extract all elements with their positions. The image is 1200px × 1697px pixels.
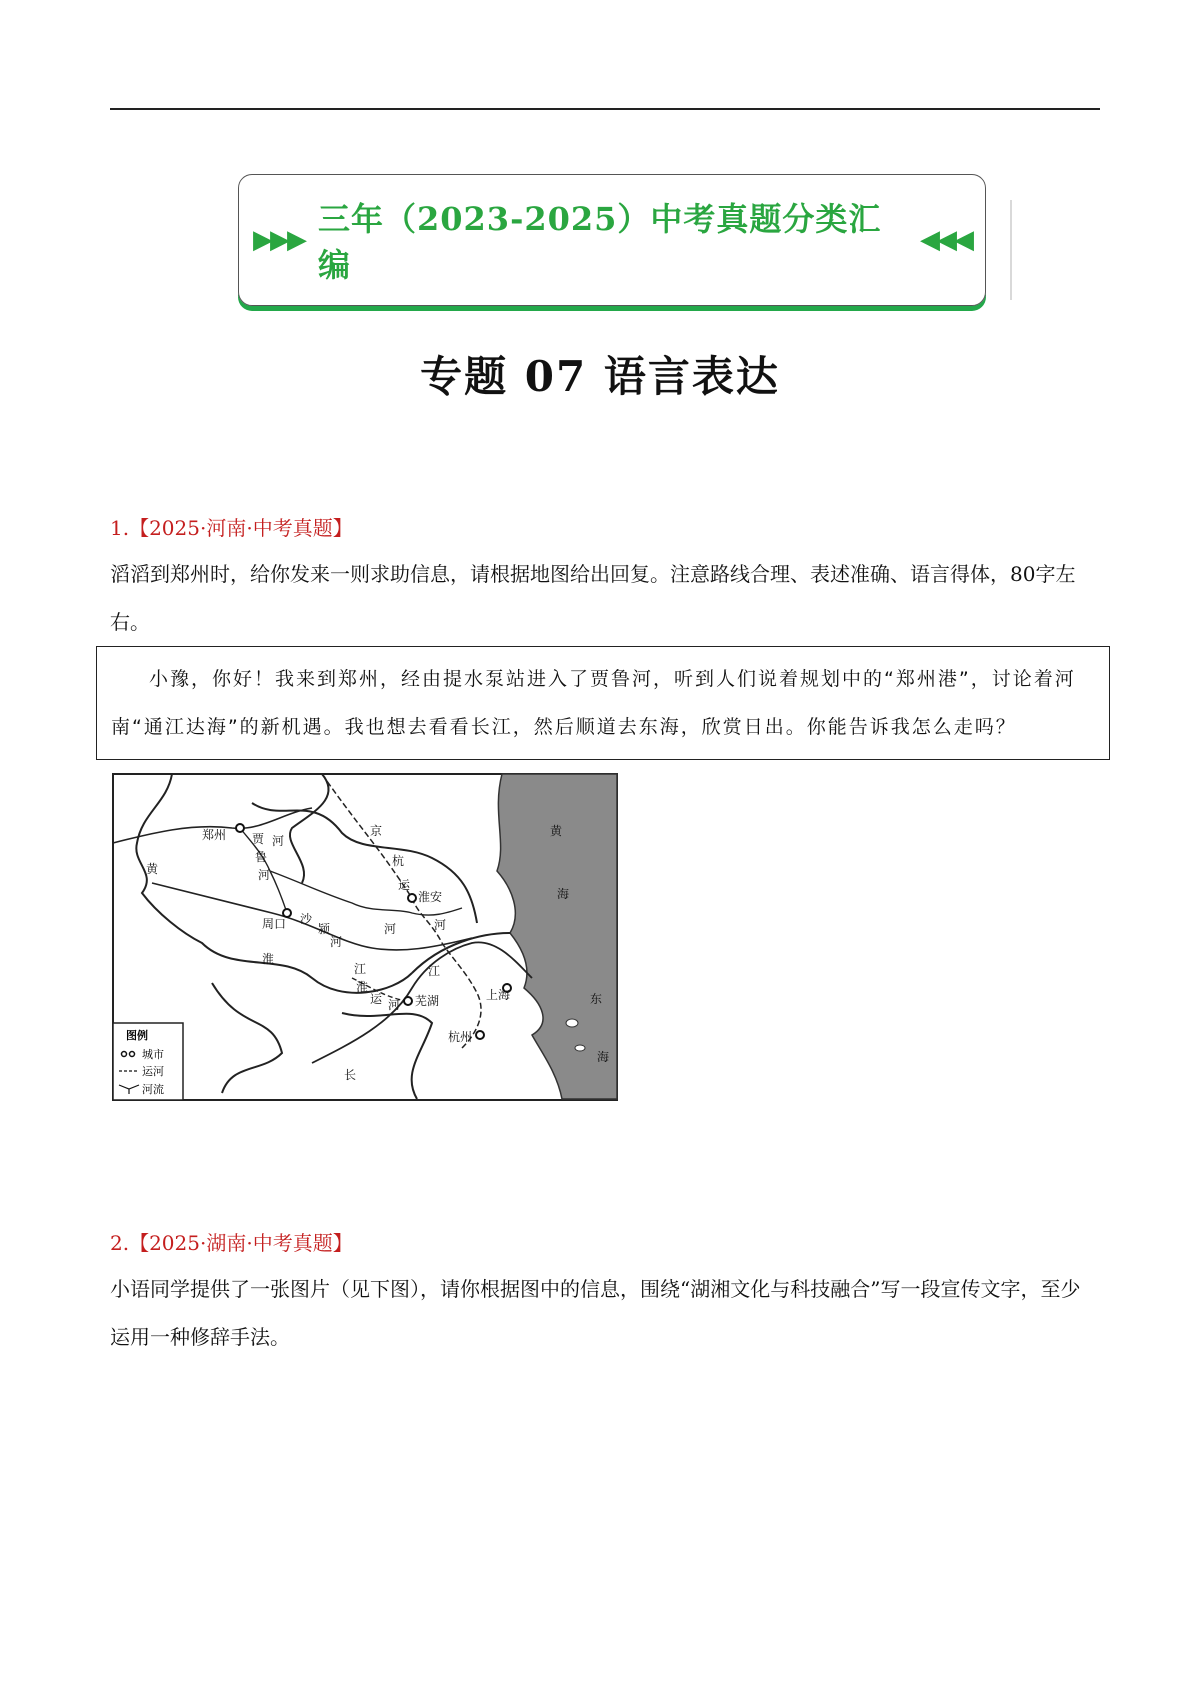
label-hangzhou: 杭州 [448,1030,473,1044]
label-hang: 杭 [392,854,405,868]
label-jiang-2: 江 [428,964,441,978]
city-wuhu [404,997,412,1005]
label-jialu-3: 河 [258,868,271,882]
legend-river: 河流 [142,1083,164,1096]
city-zhengzhou [236,824,244,832]
question-2-heading: 2.【2025·湖南·中考真题】 [110,1231,353,1255]
header-rule [110,108,1100,110]
help-message-box: 小豫，你好！我来到郑州，经由提水泵站进入了贾鲁河，听到人们说着规划中的“郑州港”，讨论着河南“通江达海”的新机遇。我也想去看看长江，然后顺道去东海，欣赏日出。你能告诉我怎么走吗？ [96,646,1110,760]
label-huang-sea-1: 黄 [550,824,563,838]
city-zhoukou [283,909,291,917]
island-1 [566,1019,578,1027]
label-shanghai: 上海 [486,988,511,1002]
legend-city-icon [122,1052,127,1057]
map-legend [113,1023,183,1100]
canal-map [112,773,618,1101]
label-jiang-1: 江 [354,962,367,976]
label-he-mid: 河 [384,922,397,936]
city-hangzhou [476,1031,484,1039]
label-huang-sea-2: 海 [557,887,570,901]
left-arrows-icon: ◀◀◀ [920,225,971,255]
label-shaying-3: 河 [330,935,343,949]
question-1-heading: 1.【2025·河南·中考真题】 [110,516,353,540]
label-jing: 京 [370,824,383,838]
label-jialu-2: 鲁 [255,850,268,864]
right-arrows-icon: ▶▶▶ [253,225,304,255]
label-jialu-1: 贾 [252,832,265,846]
label-yun-2: 运 [370,992,383,1006]
banner-edge-shadow [1010,200,1012,300]
label-shaying-2: 颍 [318,922,331,936]
label-huai-2: 淮 [356,980,369,994]
banner-title: 三年（2023-2025）中考真题分类汇编 [318,200,882,284]
question-2-prompt: 小语同学提供了一张图片（见下图），请你根据图中的信息，围绕“湖湘文化与科技融合”写一段宣传文字，至少运用一种修辞手法。 [110,1277,1081,1349]
legend-city: 城市 [142,1048,164,1061]
island-2 [575,1045,585,1051]
label-he-top: 河 [272,834,285,848]
label-he-canal: 河 [434,918,447,932]
question-1-prompt: 滔滔到郑州时，给你发来一则求助信息，请根据地图给出回复。注意路线合理、表述准确、语言得体，80字左右。 [110,562,1076,634]
label-wuhu: 芜湖 [415,994,440,1008]
label-zhoukou: 周口 [262,917,287,931]
label-huaian: 淮安 [418,890,443,904]
series-banner [238,174,986,306]
label-hai: 海 [597,1050,610,1064]
label-zhengzhou: 郑州 [202,828,227,842]
label-shaying-1: 沙 [300,912,313,926]
label-dong: 东 [590,992,603,1006]
city-huaian [408,894,416,902]
legend-title: 图例 [126,1029,148,1042]
label-yun: 运 [398,878,411,892]
page-title: 专题 07 语言表达 [420,352,780,401]
legend-city-icon-2 [130,1052,135,1057]
legend-canal: 运河 [142,1065,164,1078]
label-he-3: 河 [388,998,401,1012]
label-chang: 长 [344,1068,357,1082]
label-huai: 淮 [262,952,275,966]
label-huang: 黄 [146,862,159,876]
